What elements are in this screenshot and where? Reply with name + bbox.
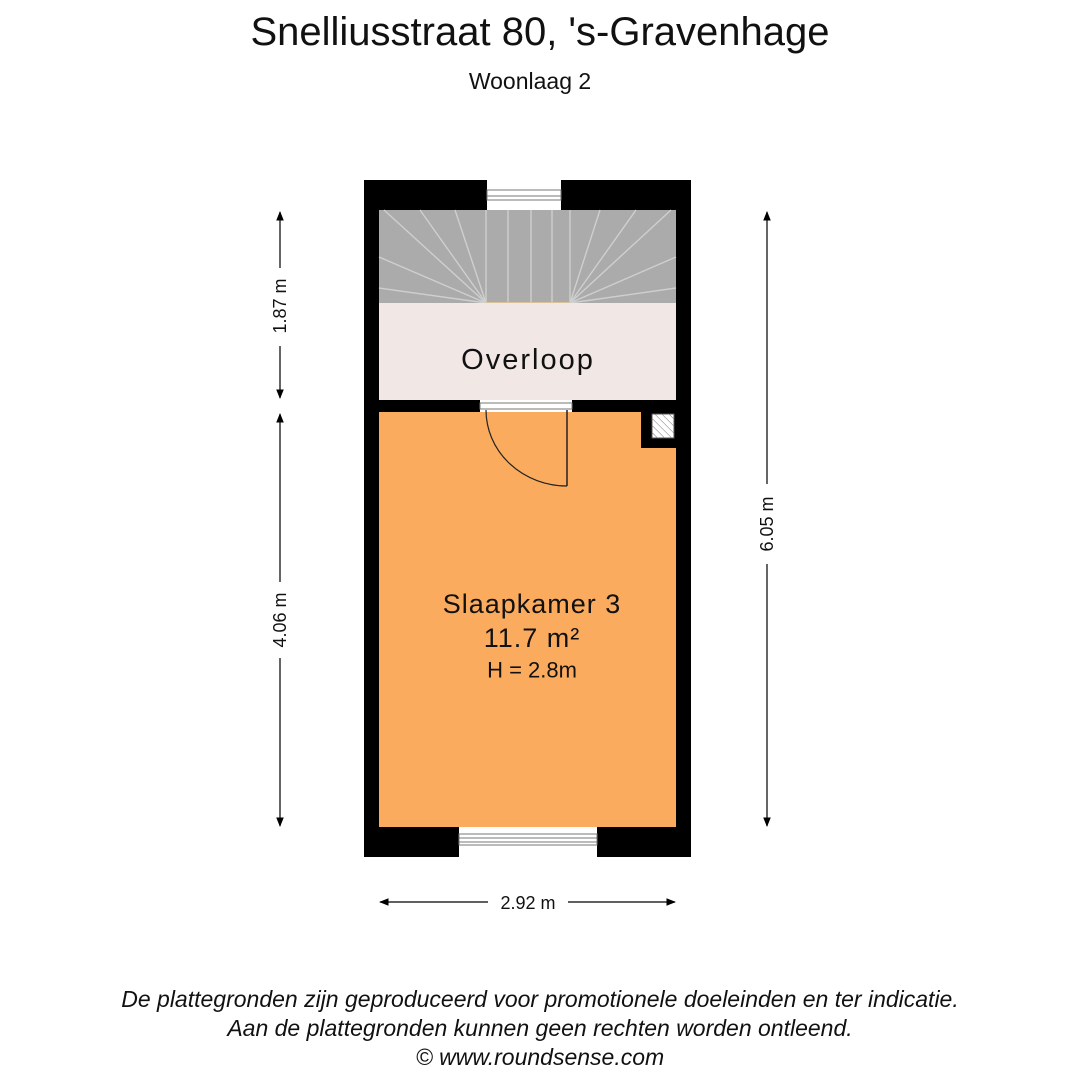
slaapkamer-room xyxy=(379,412,676,827)
slaapkamer-area: 11.7 m² xyxy=(483,623,581,653)
plan-title: Snelliusstraat 80, 's-Gravenhage xyxy=(250,10,830,54)
floor-subtitle: Woonlaag 2 xyxy=(468,68,592,94)
stairs xyxy=(379,210,676,303)
dimension-left-bottom: 4.06 m xyxy=(270,592,290,648)
window-top xyxy=(487,180,561,210)
slaapkamer-label: Slaapkamer 3 xyxy=(442,589,622,619)
dimension-right: 6.05 m xyxy=(757,496,777,552)
slaapkamer-height: H = 2.8m xyxy=(487,657,577,683)
overloop-label: Overloop xyxy=(461,344,595,376)
dimension-bottom: 2.92 m xyxy=(500,893,556,913)
disclaimer-line-1: De plattegronden zijn geproduceerd voor promotionele doeleinden en ter indicatie. xyxy=(121,986,959,1012)
shaft-hatch xyxy=(652,414,674,438)
disclaimer-line-2: Aan de plattegronden kunnen geen rechten worden ontleend. xyxy=(227,1015,853,1041)
window-bottom xyxy=(459,827,597,857)
disclaimer xyxy=(0,985,1080,1072)
copyright-link[interactable]: © www.roundsense.com xyxy=(415,1044,665,1070)
dimension-left-top: 1.87 m xyxy=(270,278,290,334)
